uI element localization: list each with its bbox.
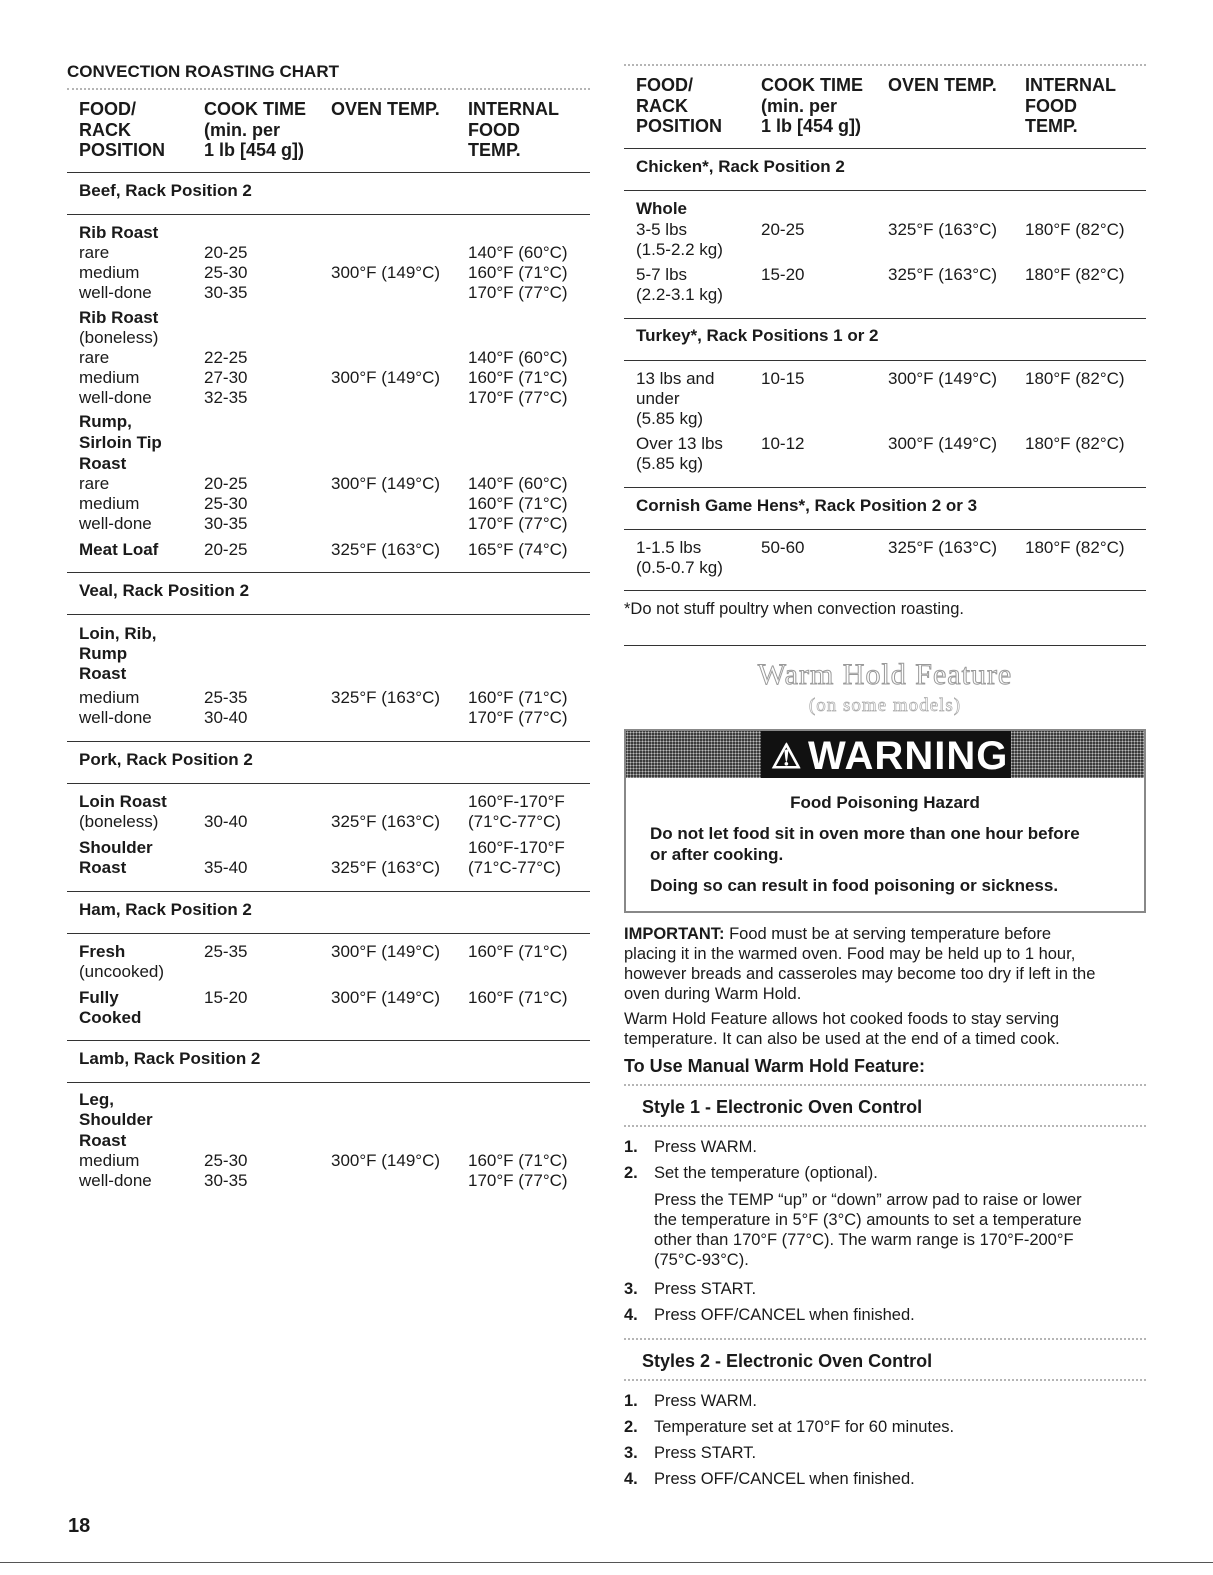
- rule: [624, 360, 1146, 361]
- cell-oven: 300°F (149°C): [331, 474, 441, 493]
- divider: [624, 64, 1146, 66]
- cell-cook: 35-40: [204, 858, 248, 877]
- cell-food: Meat Loaf: [79, 540, 159, 559]
- cell-food: (boneless): [79, 812, 159, 831]
- rule: [67, 572, 590, 573]
- section-heading: Cornish Game Hens*, Rack Position 2 or 3: [636, 496, 978, 515]
- style2-title: Styles 2 - Electronic Oven Control: [642, 1351, 933, 1371]
- rule: [67, 783, 590, 784]
- warning-line: Doing so can result in food poisoning or sickness.: [650, 876, 1059, 895]
- cell-cook: 25-30: [204, 263, 248, 282]
- cell-cook: 20-25: [204, 540, 248, 559]
- cell-food: well-done: [79, 1171, 152, 1190]
- style1-step-detail: [654, 1190, 1144, 1270]
- cell-cook: 30-35: [204, 514, 248, 533]
- cell-cook: 27-30: [204, 368, 248, 387]
- paragraph-line: placing it in the warmed oven. Food may be held up to 1 hour,: [624, 945, 1076, 963]
- cell-internal: 160°F (71°C): [468, 942, 568, 961]
- style1-step-2: [624, 1163, 878, 1183]
- cell-food: Fresh: [79, 942, 126, 961]
- rule: [67, 891, 590, 892]
- style2-step-1: [624, 1391, 757, 1411]
- step-text: Press START.: [654, 1444, 757, 1462]
- cell-cook: 10-12: [761, 434, 805, 453]
- header-text: POSITION: [636, 116, 723, 136]
- style1-step-1: [624, 1137, 757, 1157]
- cell-food: Rib Roast: [79, 308, 159, 327]
- cell-cook: 50-60: [761, 538, 805, 557]
- style2-step-4: [624, 1469, 915, 1489]
- cell-food: (5.85 kg): [636, 454, 704, 473]
- header-text: OVEN TEMP.: [888, 75, 997, 95]
- rule: [624, 148, 1146, 149]
- step-number: 1.: [624, 1138, 638, 1156]
- cell-food: Shoulder: [79, 838, 153, 857]
- cell-internal: 170°F (77°C): [468, 1171, 568, 1190]
- rule: [624, 645, 1146, 646]
- cell-oven: 300°F (149°C): [888, 369, 998, 388]
- cell-cook: 30-40: [204, 708, 248, 727]
- detail-line: (75°C-93°C).: [654, 1251, 749, 1269]
- cell-food: (0.5-0.7 kg): [636, 558, 723, 577]
- cell-food: rare: [79, 348, 110, 367]
- cell-food: Roast: [79, 858, 127, 877]
- cell-food: Rump: [79, 644, 128, 663]
- header-cook-time: [761, 75, 863, 137]
- cell-cook: 15-20: [204, 988, 248, 1007]
- header-food: [79, 99, 165, 161]
- cell-food: Rump,: [79, 412, 132, 431]
- cell-oven: 325°F (163°C): [888, 538, 998, 557]
- rule: [624, 529, 1146, 530]
- cell-food: (5.85 kg): [636, 409, 704, 428]
- header-text: RACK: [636, 95, 688, 116]
- cell-oven: 300°F (149°C): [331, 1151, 441, 1170]
- cell-internal: 160°F (71°C): [468, 988, 568, 1007]
- page-number: 18: [68, 1515, 91, 1537]
- header-text: FOOD/: [79, 99, 136, 119]
- cell-internal: 180°F (82°C): [1025, 434, 1125, 453]
- header-text: OVEN TEMP.: [331, 99, 440, 119]
- cell-food: Rib Roast: [79, 223, 159, 242]
- cell-internal: 165°F (74°C): [468, 540, 568, 559]
- section-heading: Beef, Rack Position 2: [79, 181, 252, 200]
- cell-oven: 300°F (149°C): [331, 942, 441, 961]
- cell-cook: 32-35: [204, 388, 248, 407]
- cell-internal: (71°C-77°C): [468, 812, 561, 831]
- cell-food: Sirloin Tip: [79, 433, 162, 452]
- header-text: 1 lb [454 g]): [761, 116, 862, 136]
- warning-line: Do not let food sit in oven more than one hour before: [650, 824, 1080, 843]
- header-text: INTERNAL: [468, 99, 559, 119]
- step-number: 2.: [624, 1418, 638, 1436]
- header-food: [636, 75, 722, 137]
- cell-food: medium: [79, 688, 140, 707]
- header-internal-temp: [1025, 75, 1116, 137]
- cell-oven: 300°F (149°C): [888, 434, 998, 453]
- cell-oven: 325°F (163°C): [331, 858, 441, 877]
- cell-internal: 170°F (77°C): [468, 514, 568, 533]
- step-text: Press OFF/CANCEL when finished.: [654, 1306, 915, 1324]
- header-text: INTERNAL: [1025, 75, 1116, 95]
- cell-food: under: [636, 389, 680, 408]
- rule: [67, 1082, 590, 1083]
- header-text: FOOD: [468, 119, 520, 140]
- cell-internal: 180°F (82°C): [1025, 369, 1125, 388]
- footnote: *Do not stuff poultry when convection roasting.: [624, 600, 964, 618]
- cell-internal: 180°F (82°C): [1025, 538, 1125, 557]
- header-text: TEMP.: [468, 140, 521, 160]
- step-text: Set the temperature (optional).: [654, 1164, 878, 1182]
- warning-banner: [626, 731, 1144, 778]
- header-text: (min. per: [204, 119, 281, 140]
- feature-title: Warm Hold Feature: [757, 658, 1013, 691]
- header-text: FOOD/: [636, 75, 693, 95]
- cell-food: medium: [79, 263, 140, 282]
- cell-food: well-done: [79, 388, 152, 407]
- cell-internal: 180°F (82°C): [1025, 220, 1125, 239]
- style1-step-4: [624, 1305, 915, 1325]
- rule: [67, 741, 590, 742]
- paragraph-line: [624, 924, 1146, 944]
- cell-internal: 160°F (71°C): [468, 494, 568, 513]
- cell-food: Whole: [636, 199, 687, 218]
- cell-oven: 325°F (163°C): [331, 540, 441, 559]
- hazard-title: Food Poisoning Hazard: [790, 793, 980, 812]
- section-heading: Pork, Rack Position 2: [79, 750, 253, 769]
- rule: [67, 172, 590, 173]
- style1-step-3: [624, 1279, 757, 1299]
- cell-food: 13 lbs and: [636, 369, 715, 388]
- detail-line: Press the TEMP “up” or “down” arrow pad to raise or lower: [654, 1191, 1082, 1209]
- step-number: 1.: [624, 1392, 638, 1410]
- header-text: RACK: [79, 119, 131, 140]
- page-bottom-rule: [0, 1562, 1213, 1563]
- header-text: 1 lb [454 g]): [204, 140, 305, 160]
- cell-internal: 160°F-170°F: [468, 838, 565, 857]
- cell-food: (uncooked): [79, 962, 165, 981]
- cell-food: well-done: [79, 283, 152, 302]
- cell-cook: 30-35: [204, 1171, 248, 1190]
- rule: [624, 487, 1146, 488]
- cell-food: Shoulder: [79, 1110, 153, 1129]
- step-number: 4.: [624, 1306, 638, 1324]
- cell-oven: 325°F (163°C): [331, 688, 441, 707]
- cell-food: medium: [79, 1151, 140, 1170]
- cell-internal: 160°F (71°C): [468, 263, 568, 282]
- divider: [624, 1379, 1146, 1381]
- section-heading: Turkey*, Rack Positions 1 or 2: [636, 326, 879, 345]
- header-oven-temp: [331, 99, 440, 120]
- header-cook-time: [204, 99, 306, 161]
- cell-oven: 300°F (149°C): [331, 263, 441, 282]
- detail-line: the temperature in 5°F (3°C) amounts to set a temperature: [654, 1211, 1082, 1229]
- feature-subtitle: (on some models): [808, 695, 962, 716]
- cell-food: rare: [79, 474, 110, 493]
- rule: [67, 933, 590, 934]
- header-text: COOK TIME: [204, 99, 306, 119]
- header-text: (min. per: [761, 95, 838, 116]
- step-number: 3.: [624, 1280, 638, 1298]
- section-heading: Chicken*, Rack Position 2: [636, 157, 845, 176]
- style1-title: Style 1 - Electronic Oven Control: [642, 1097, 923, 1117]
- cell-food: (boneless): [79, 328, 159, 347]
- cell-food: (2.2-3.1 kg): [636, 285, 723, 304]
- cell-food: Cooked: [79, 1008, 142, 1027]
- cell-oven: 300°F (149°C): [331, 368, 441, 387]
- divider: [624, 1338, 1146, 1340]
- header-internal-temp: [468, 99, 559, 161]
- cell-cook: 25-35: [204, 942, 248, 961]
- step-text: Press WARM.: [654, 1392, 757, 1410]
- cell-food: Over 13 lbs: [636, 434, 723, 453]
- cell-food: 3-5 lbs: [636, 220, 688, 239]
- rule: [67, 1040, 590, 1041]
- warning-line: or after cooking.: [650, 845, 784, 864]
- cell-food: well-done: [79, 708, 152, 727]
- cell-cook: 25-30: [204, 494, 248, 513]
- important-paragraph: [624, 924, 1146, 1004]
- cell-oven: 300°F (149°C): [331, 988, 441, 1007]
- warning-triangle-icon: ⚠: [771, 738, 802, 776]
- style2-step-2: [624, 1417, 955, 1437]
- cell-internal: 170°F (77°C): [468, 708, 568, 727]
- header-oven-temp: [888, 75, 997, 96]
- cell-cook: 22-25: [204, 348, 248, 367]
- cell-oven: 325°F (163°C): [888, 220, 998, 239]
- important-label: IMPORTANT:: [624, 925, 725, 943]
- paragraph-line: however breads and casseroles may become too dry if left in the: [624, 965, 1096, 983]
- cell-oven: 325°F (163°C): [888, 265, 998, 284]
- step-text: Temperature set at 170°F for 60 minutes.: [654, 1418, 955, 1436]
- cell-food: 1-1.5 lbs: [636, 538, 702, 557]
- rule: [624, 590, 1146, 591]
- cell-internal: 140°F (60°C): [468, 474, 568, 493]
- cell-cook: 20-25: [204, 243, 248, 262]
- divider: [624, 1084, 1146, 1086]
- cell-food: Loin Roast: [79, 792, 167, 811]
- cell-food: 5-7 lbs: [636, 265, 688, 284]
- divider: [624, 1125, 1146, 1127]
- warning-banner-text: WARNING: [808, 734, 1009, 778]
- cell-internal: 160°F (71°C): [468, 1151, 568, 1170]
- header-text: COOK TIME: [761, 75, 863, 95]
- section-heading: Lamb, Rack Position 2: [79, 1049, 261, 1068]
- cell-food: Roast: [79, 1131, 127, 1150]
- detail-line: other than 170°F (77°C). The warm range is 170°F-200°F: [654, 1231, 1074, 1249]
- cell-food: Loin, Rib,: [79, 624, 157, 643]
- cell-food: (1.5-2.2 kg): [636, 240, 723, 259]
- cell-internal: 140°F (60°C): [468, 243, 568, 262]
- cell-internal: 160°F-170°F: [468, 792, 565, 811]
- step-number: 4.: [624, 1470, 638, 1488]
- cell-cook: 20-25: [761, 220, 805, 239]
- cell-internal: 180°F (82°C): [1025, 265, 1125, 284]
- cell-food: Roast: [79, 454, 127, 473]
- step-text: Press WARM.: [654, 1138, 757, 1156]
- warm-hold-paragraph: [624, 1009, 1146, 1049]
- cell-food: medium: [79, 494, 140, 513]
- paragraph-line: Warm Hold Feature allows hot cooked foods to stay serving: [624, 1010, 1060, 1028]
- rule: [67, 214, 590, 215]
- cell-cook: 25-35: [204, 688, 248, 707]
- style2-step-3: [624, 1443, 757, 1463]
- cell-internal: 170°F (77°C): [468, 388, 568, 407]
- cell-cook: 20-25: [204, 474, 248, 493]
- section-heading: Veal, Rack Position 2: [79, 581, 250, 600]
- to-use-heading: To Use Manual Warm Hold Feature:: [624, 1056, 926, 1076]
- header-text: FOOD: [1025, 95, 1077, 116]
- cell-internal: 160°F (71°C): [468, 688, 568, 707]
- cell-oven: 325°F (163°C): [331, 812, 441, 831]
- cell-cook: 30-40: [204, 812, 248, 831]
- cell-cook: 25-30: [204, 1151, 248, 1170]
- cell-cook: 10-15: [761, 369, 805, 388]
- header-text: TEMP.: [1025, 116, 1078, 136]
- step-number: 3.: [624, 1444, 638, 1462]
- cell-cook: 30-35: [204, 283, 248, 302]
- rule: [624, 190, 1146, 191]
- cell-internal: 160°F (71°C): [468, 368, 568, 387]
- cell-cook: 15-20: [761, 265, 805, 284]
- cell-food: Roast: [79, 664, 127, 683]
- cell-internal: 140°F (60°C): [468, 348, 568, 367]
- divider: [67, 88, 590, 90]
- step-text: Press START.: [654, 1280, 757, 1298]
- header-text: POSITION: [79, 140, 166, 160]
- cell-food: Fully: [79, 988, 119, 1007]
- rule: [67, 614, 590, 615]
- cell-food: Leg,: [79, 1090, 114, 1109]
- chart-title: CONVECTION ROASTING CHART: [67, 62, 339, 81]
- cell-food: rare: [79, 243, 110, 262]
- rule: [624, 318, 1146, 319]
- cell-internal: 170°F (77°C): [468, 283, 568, 302]
- section-heading: Ham, Rack Position 2: [79, 900, 252, 919]
- paragraph-line: oven during Warm Hold.: [624, 985, 802, 1003]
- paragraph-text: Food must be at serving temperature before: [724, 925, 1052, 943]
- warning-box: [624, 729, 1146, 913]
- paragraph-line: temperature. It can also be used at the end of a timed cook.: [624, 1030, 1060, 1048]
- cell-food: medium: [79, 368, 140, 387]
- cell-internal: (71°C-77°C): [468, 858, 561, 877]
- step-number: 2.: [624, 1164, 638, 1182]
- step-text: Press OFF/CANCEL when finished.: [654, 1470, 915, 1488]
- cell-food: well-done: [79, 514, 152, 533]
